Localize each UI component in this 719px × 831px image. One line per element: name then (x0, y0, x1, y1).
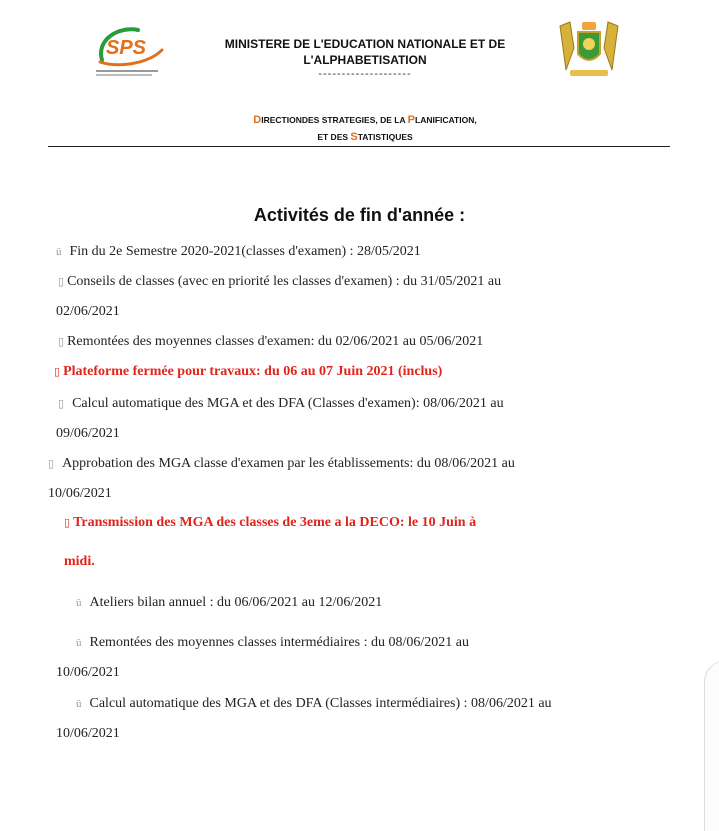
item-text: Remontées des moyennes classes d'examen: du 02/06/2021 au 05/06/2021 (67, 334, 484, 349)
ministry-line-2: L'ALPHABETISATION (303, 53, 427, 67)
check-bullet-icon: ü (76, 698, 82, 710)
direction-text-3: ET DES (317, 132, 351, 142)
sps-logo (88, 20, 168, 78)
box-bullet-icon: ▯ (54, 366, 61, 378)
direction-text-2: LANIFICATION, (415, 115, 477, 125)
edge-handle (704, 660, 719, 831)
list-item-highlight (64, 515, 476, 531)
item-text: Calcul automatique des MGA et des DFA (Classes d'examen): 08/06/2021 au (72, 396, 504, 411)
item-text: Ateliers bilan annuel : du 06/06/2021 au 12/06/2021 (89, 595, 383, 610)
box-bullet-icon: ▯ (48, 458, 55, 470)
list-item (76, 696, 552, 712)
check-bullet-icon: ü (76, 597, 82, 609)
ministry-line-1: MINISTERE DE L'EDUCATION NATIONALE ET DE (224, 37, 506, 51)
initial-p: P (407, 114, 415, 126)
page-title: Activités de fin d'année : (253, 205, 466, 225)
direction-line-1 (200, 112, 530, 129)
box-bullet-icon: ▯ (58, 276, 65, 288)
list-item (58, 334, 483, 350)
direction-text-1: IRECTIONDES STRATEGIES, DE LA (261, 115, 408, 125)
direction-heading (200, 112, 530, 146)
initial-d: D (253, 114, 262, 126)
item-text: Calcul automatique des MGA et des DFA (Classes intermédiaires) : 08/06/2021 au (89, 696, 552, 711)
item-text: Transmission des MGA des classes de 3eme a la DECO: le 10 Juin à (73, 515, 477, 530)
check-bullet-icon: ü (76, 637, 82, 649)
ministry-name (200, 36, 530, 80)
item-text: Fin du 2e Semestre 2020-2021(classes d'examen) : 28/05/2021 (69, 244, 421, 259)
initial-s: S (350, 131, 358, 143)
list-item-highlight (54, 364, 442, 380)
list-item (56, 244, 421, 260)
box-bullet-icon: ▯ (58, 398, 65, 410)
direction-text-4: TATISTIQUES (357, 132, 413, 142)
direction-line-2 (200, 129, 530, 146)
item-continuation: 10/06/2021 (48, 486, 112, 501)
header-divider (48, 146, 670, 147)
list-item (58, 274, 501, 290)
item-continuation: 09/06/2021 (56, 426, 120, 441)
item-text: Approbation des MGA classe d'examen par les établissements: du 08/06/2021 au (62, 456, 515, 471)
item-continuation: 02/06/2021 (56, 304, 120, 319)
check-bullet-icon: ü (56, 246, 62, 258)
list-item (58, 396, 504, 412)
ministry-separator: -------------------- (318, 68, 412, 80)
item-continuation: 10/06/2021 (56, 665, 120, 680)
list-item (76, 635, 469, 651)
sps-logo-text: SPS (106, 37, 147, 59)
item-text: Conseils de classes (avec en priorité les classes d'examen) : du 31/05/2021 au (67, 274, 502, 289)
box-bullet-icon: ▯ (64, 517, 71, 529)
list-item (76, 595, 382, 611)
item-text: Remontées des moyennes classes intermédiaires : du 08/06/2021 au (89, 635, 469, 650)
item-text: Plateforme fermée pour travaux: du 06 au 07 Juin 2021 (inclus) (63, 364, 443, 379)
coat-of-arms-emblem (552, 18, 626, 80)
item-continuation: 10/06/2021 (56, 726, 120, 741)
list-item (48, 456, 515, 472)
box-bullet-icon: ▯ (58, 336, 65, 348)
item-continuation: midi. (64, 554, 95, 569)
